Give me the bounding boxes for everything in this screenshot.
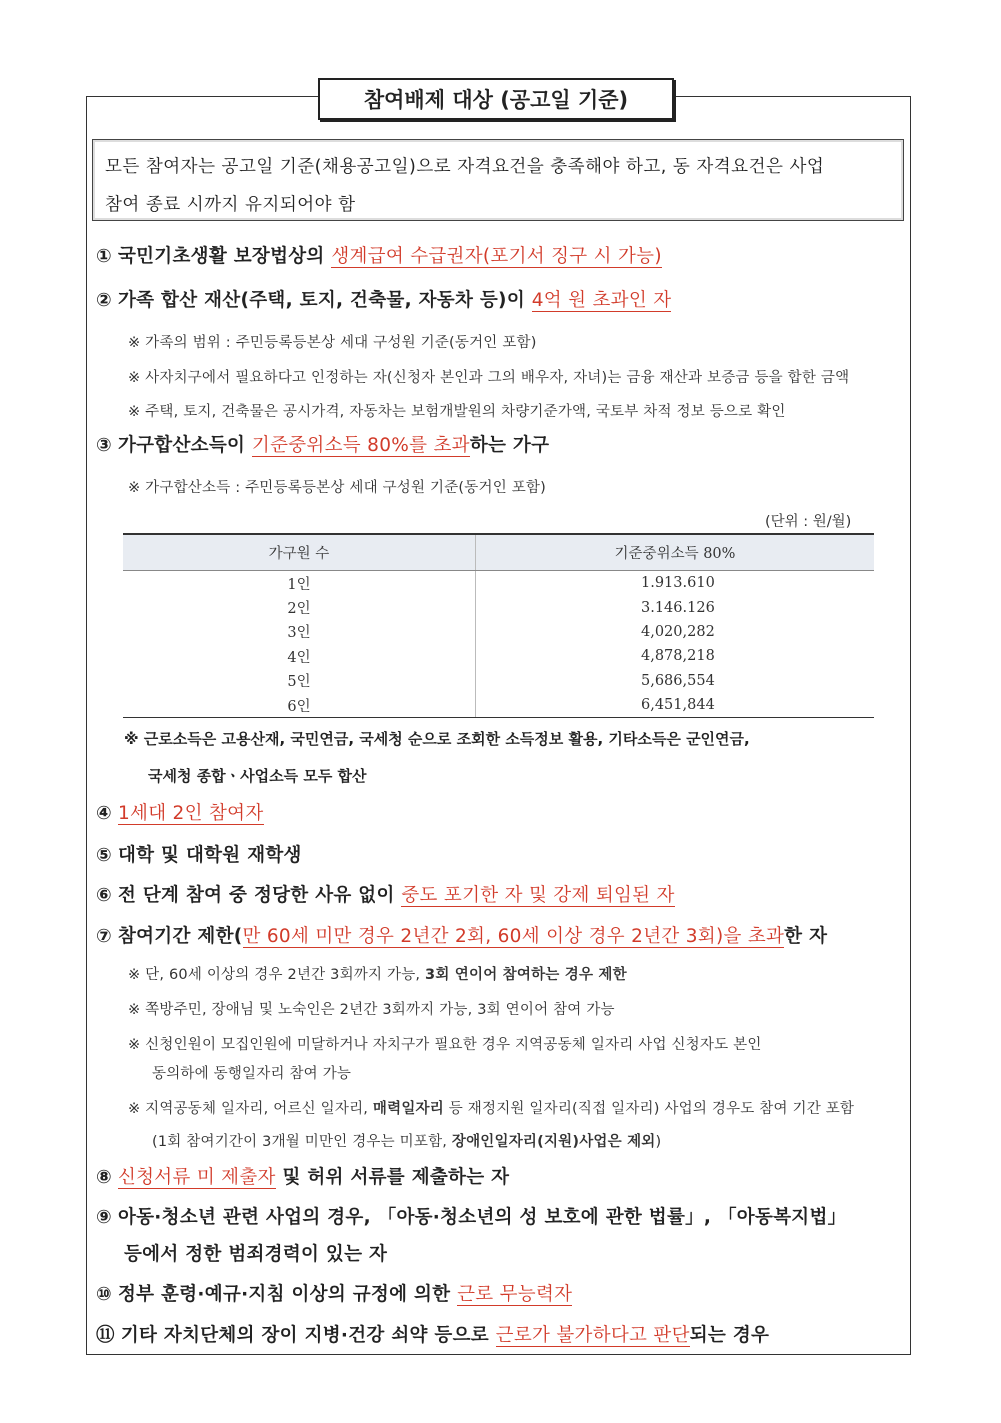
note-text-bold: 장애인일자리(지원)사업은 제외 xyxy=(451,1134,656,1150)
item-highlight: 근로 무능력자 xyxy=(457,1284,573,1305)
exclusion-item-7 xyxy=(96,922,827,948)
item-number: ⑨ xyxy=(96,1207,112,1228)
page-title: 참여배제 대상 (공고일 기준) xyxy=(318,78,674,120)
exclusion-item-6 xyxy=(96,881,675,907)
item-number: ① xyxy=(96,246,112,267)
item-number: ⑥ xyxy=(96,885,112,906)
income-table xyxy=(123,533,874,718)
note-participation-period xyxy=(128,1097,854,1118)
cell-size: 5인 xyxy=(123,669,476,693)
item-highlight: 1세대 2인 참여자 xyxy=(117,803,264,824)
item-number: ② xyxy=(96,290,112,311)
item-text: 참여기간 제한( xyxy=(117,926,243,947)
table-row xyxy=(123,669,874,693)
item-number: ④ xyxy=(96,803,112,824)
item-text-post: 되는 경우 xyxy=(689,1325,770,1346)
item-text: 대학 및 대학원 재학생 xyxy=(117,845,302,866)
note-text: ※ 신청인원이 모집인원에 미달하거나 자치구가 필요한 경우 지역공동체 일자리 사업 신청자도 본인 xyxy=(128,1037,762,1053)
cell-size: 2인 xyxy=(123,595,476,619)
exclusion-item-5 xyxy=(96,841,302,867)
item-text-post: 및 허위 서류를 제출하는 자 xyxy=(275,1167,510,1188)
note-special-groups xyxy=(128,998,615,1019)
cell-size: 6인 xyxy=(123,693,476,718)
note-text: ) xyxy=(655,1134,662,1150)
item-text: 가족 합산 재산(주택, 토지, 건축물, 자동차 등)이 xyxy=(117,290,532,311)
cell-size: 3인 xyxy=(123,620,476,644)
item-text: 정부 훈령·예규·지침 이상의 규정에 의한 xyxy=(117,1284,458,1305)
item-highlight: 만 60세 미만 경우 2년간 2회, 60세 이상 경우 2년간 3회)을 초과 xyxy=(242,926,785,947)
exclusion-item-9 xyxy=(96,1203,846,1229)
item-highlight: 신청서류 미 제출자 xyxy=(117,1167,276,1188)
table-row xyxy=(123,595,874,619)
item-text: 아동·청소년 관련 사업의 경우, 「아동·청소년의 성 보호에 관한 법률」, 「아동복지법」 xyxy=(117,1207,847,1228)
item-number: ③ xyxy=(96,435,112,456)
note-age-limit xyxy=(128,963,627,984)
cell-size: 4인 xyxy=(123,644,476,668)
cell-income: 4,878,218 xyxy=(641,648,715,665)
cell-income: 5,686,554 xyxy=(641,672,715,689)
item-highlight: 기준중위소득 80%를 초과 xyxy=(251,435,470,456)
cell-income: 3.146.126 xyxy=(641,599,715,616)
table-row xyxy=(123,644,874,668)
note-text: ※ 지역공동체 일자리, 어르신 일자리, xyxy=(128,1101,373,1117)
item-text: 국민기초생활 보장법상의 xyxy=(117,246,332,267)
table-header-row xyxy=(123,534,874,571)
frame-top-border-left xyxy=(86,96,318,97)
frame-top-border-right xyxy=(674,96,910,97)
item-number: ⑦ xyxy=(96,926,112,947)
note-recruitment-shortfall-cont xyxy=(152,1062,351,1083)
note-text: ※ 단, 60세 이상의 경우 2년간 3회까지 가능, xyxy=(128,967,426,983)
note-participation-period-cont xyxy=(152,1130,661,1151)
item-highlight: 근로가 불가하다고 판단 xyxy=(495,1325,690,1346)
table-note-line-1: ※ 근로소득은 고용산재, 국민연금, 국세청 순으로 조회한 소득정보 활용, 기타소득은 군인연금, xyxy=(124,730,750,748)
notice-box xyxy=(92,139,904,221)
item-text-post: 하는 가구 xyxy=(469,435,550,456)
item-highlight: 4억 원 초과인 자 xyxy=(531,290,672,311)
cell-income: 6,451,844 xyxy=(476,693,875,718)
item-highlight: 생계급여 수급권자(포기서 징구 시 가능) xyxy=(331,246,662,267)
table-row xyxy=(123,571,874,596)
cell-income: 4,020,282 xyxy=(641,623,715,640)
notice-line-1: 모든 참여자는 공고일 기준(채용공고일)으로 자격요건을 충족해야 하고, 동 자격요건은 사업 xyxy=(105,157,825,177)
cell-size: 1인 xyxy=(123,571,476,596)
exclusion-item-10 xyxy=(96,1280,572,1306)
note-text: 동의하에 동행일자리 참여 가능 xyxy=(152,1066,352,1082)
table-row xyxy=(123,693,874,718)
exclusion-item-4 xyxy=(96,799,264,825)
note-text-bold: 3회 연이어 참여하는 경우 제한 xyxy=(425,967,627,983)
exclusion-item-2 xyxy=(96,286,671,312)
item-text: 전 단계 참여 중 정당한 사유 없이 xyxy=(117,885,402,906)
item-number: ⑧ xyxy=(96,1167,112,1188)
exclusion-item-9-cont xyxy=(124,1240,387,1266)
note-text: (1회 참여기간이 3개월 미만인 경우는 미포함, xyxy=(152,1134,452,1150)
note-family-scope: ※ 가족의 범위 : 주민등록등본상 세대 구성원 기준(동거인 포함) xyxy=(128,335,537,351)
note-asset-valuation: ※ 주택, 토지, 건축물은 공시가격, 자동차는 보험개발원의 차량기준가액, 국토부 차적 정보 등으로 확인 xyxy=(128,404,786,420)
header-median-income: 기준중위소득 80% xyxy=(476,534,875,571)
table-note-line-2: 국세청 종합ㆍ사업소득 모두 합산 xyxy=(148,767,367,785)
notice-line-2: 참여 종료 시까지 유지되어야 함 xyxy=(105,195,356,215)
header-household-size: 가구원 수 xyxy=(123,534,476,571)
note-recruitment-shortfall xyxy=(128,1033,762,1054)
item-text-post: 한 자 xyxy=(784,926,828,947)
item-text: 가구합산소득이 xyxy=(117,435,252,456)
item-text: 등에서 정한 범죄경력이 있는 자 xyxy=(124,1244,388,1265)
item-number: ⑩ xyxy=(96,1284,112,1305)
cell-income: 1.913.610 xyxy=(641,575,715,592)
item-highlight: 중도 포기한 자 및 강제 퇴임된 자 xyxy=(401,885,675,906)
note-household-income: ※ 가구합산소득 : 주민등록등본상 세대 구성원 기준(동거인 포함) xyxy=(128,480,546,496)
item-number: ⑤ xyxy=(96,845,112,866)
exclusion-item-8 xyxy=(96,1163,509,1189)
table-unit: (단위 : 원/월) xyxy=(765,514,852,530)
exclusion-item-1 xyxy=(96,242,662,268)
table-row xyxy=(123,620,874,644)
note-text: 등 재정지원 일자리(직접 일자리) 사업의 경우도 참여 기간 포함 xyxy=(443,1101,855,1117)
exclusion-item-11 xyxy=(96,1321,769,1347)
item-number: ⑪ xyxy=(96,1325,115,1346)
exclusion-item-3 xyxy=(96,431,549,457)
note-text-bold: 매력일자리 xyxy=(372,1101,444,1117)
note-text: ※ 쪽방주민, 장애님 및 노숙인은 2년간 3회까지 가능, 3회 연이어 참여 가능 xyxy=(128,1002,615,1018)
item-text: 기타 자치단체의 장이 지병·건강 쇠약 등으로 xyxy=(120,1325,496,1346)
note-financial-assets: ※ 사자치구에서 필요하다고 인정하는 자(신청자 본인과 그의 배우자, 자녀)는 금융 재산과 보증금 등을 합한 금액 xyxy=(128,370,850,386)
